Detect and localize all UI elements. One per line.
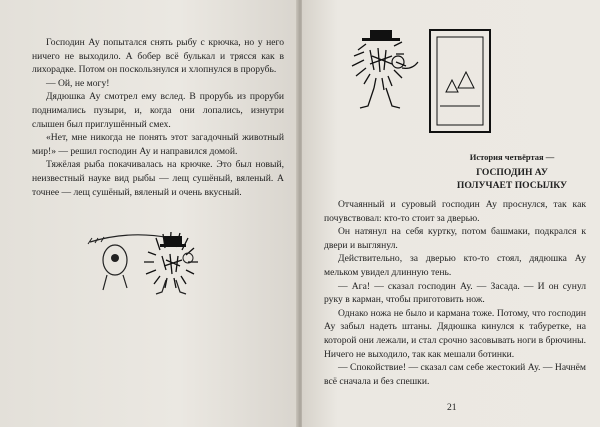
left-paragraph-2: — Ой, не могу! [46, 77, 110, 89]
right-paragraph-4: — Ага! — сказал господин Ау. — Засада. — И он сунул руку в карман, чтобы приготовить нож. [324, 280, 586, 306]
left-text-block [32, 36, 284, 199]
right-paragraph-6: — Спокойствие! — сказал сам себе жестокий Ау. — Начнём всё сначала и без спешки. [324, 362, 586, 387]
left-page [0, 0, 298, 427]
chapter-title-line-1: ГОСПОДИН АУ [476, 167, 548, 178]
right-text-block [324, 198, 586, 388]
left-paragraph-3: Дядюшка Ау смотрел ему вслед. В прорубь из проруби поднимались пузыри, и, когда они лопались, изнутри слышен был приглушённый смех. [32, 91, 284, 130]
right-paragraph-3: Действительно, за дверью кто-то стоял, дядюшка Ау мельком увидел длинную тень. [324, 253, 586, 278]
window-illustration [322, 22, 582, 142]
fishing-illustration [70, 220, 250, 310]
right-page [302, 0, 600, 427]
left-paragraph-4: «Нет, мне никогда не понять этот загадочный животный мир!» — решил господин Ау и направился домой. [32, 132, 284, 157]
left-paragraph-5: Тяжёлая рыба покачивалась на крючке. Это был новый, неизвестный науке вид рыбы — лещ сушёный, вяленый. А точнее — лещ сушёный, вяленый и очень вкусный. [32, 159, 284, 198]
right-paragraph-5: Однако ножа не было и кармана тоже. Потому, что господин Ау забыл надеть штаны. Дядюшка кинулся к табуретке, на которой они лежали, и стал срочно засовывать ноги в брючины. Ничего не выходило, так как мешали ботинки. [324, 307, 586, 360]
right-paragraph-1: Отчаянный и суровый господин Ау проснулся, так как почувствовал: кто-то стоит за дверью. [324, 199, 586, 224]
chapter-label: История четвёртая — [469, 152, 555, 162]
chapter-title [432, 166, 592, 192]
left-paragraph-1: Господин Ау попытался снять рыбу с крючка, но у него ничего не выходило. А бобер всё булькал и трясся как в лихорадке. Потом он поскользнулся и хлопнулся в прорубь. [32, 37, 284, 76]
page-number: 21 [447, 402, 457, 413]
right-paragraph-2: Он натянул на себя куртку, потом башмаки, подкрался к двери и выглянул. [324, 226, 586, 251]
chapter-title-line-2: ПОЛУЧАЕТ ПОСЫЛКУ [456, 180, 568, 191]
